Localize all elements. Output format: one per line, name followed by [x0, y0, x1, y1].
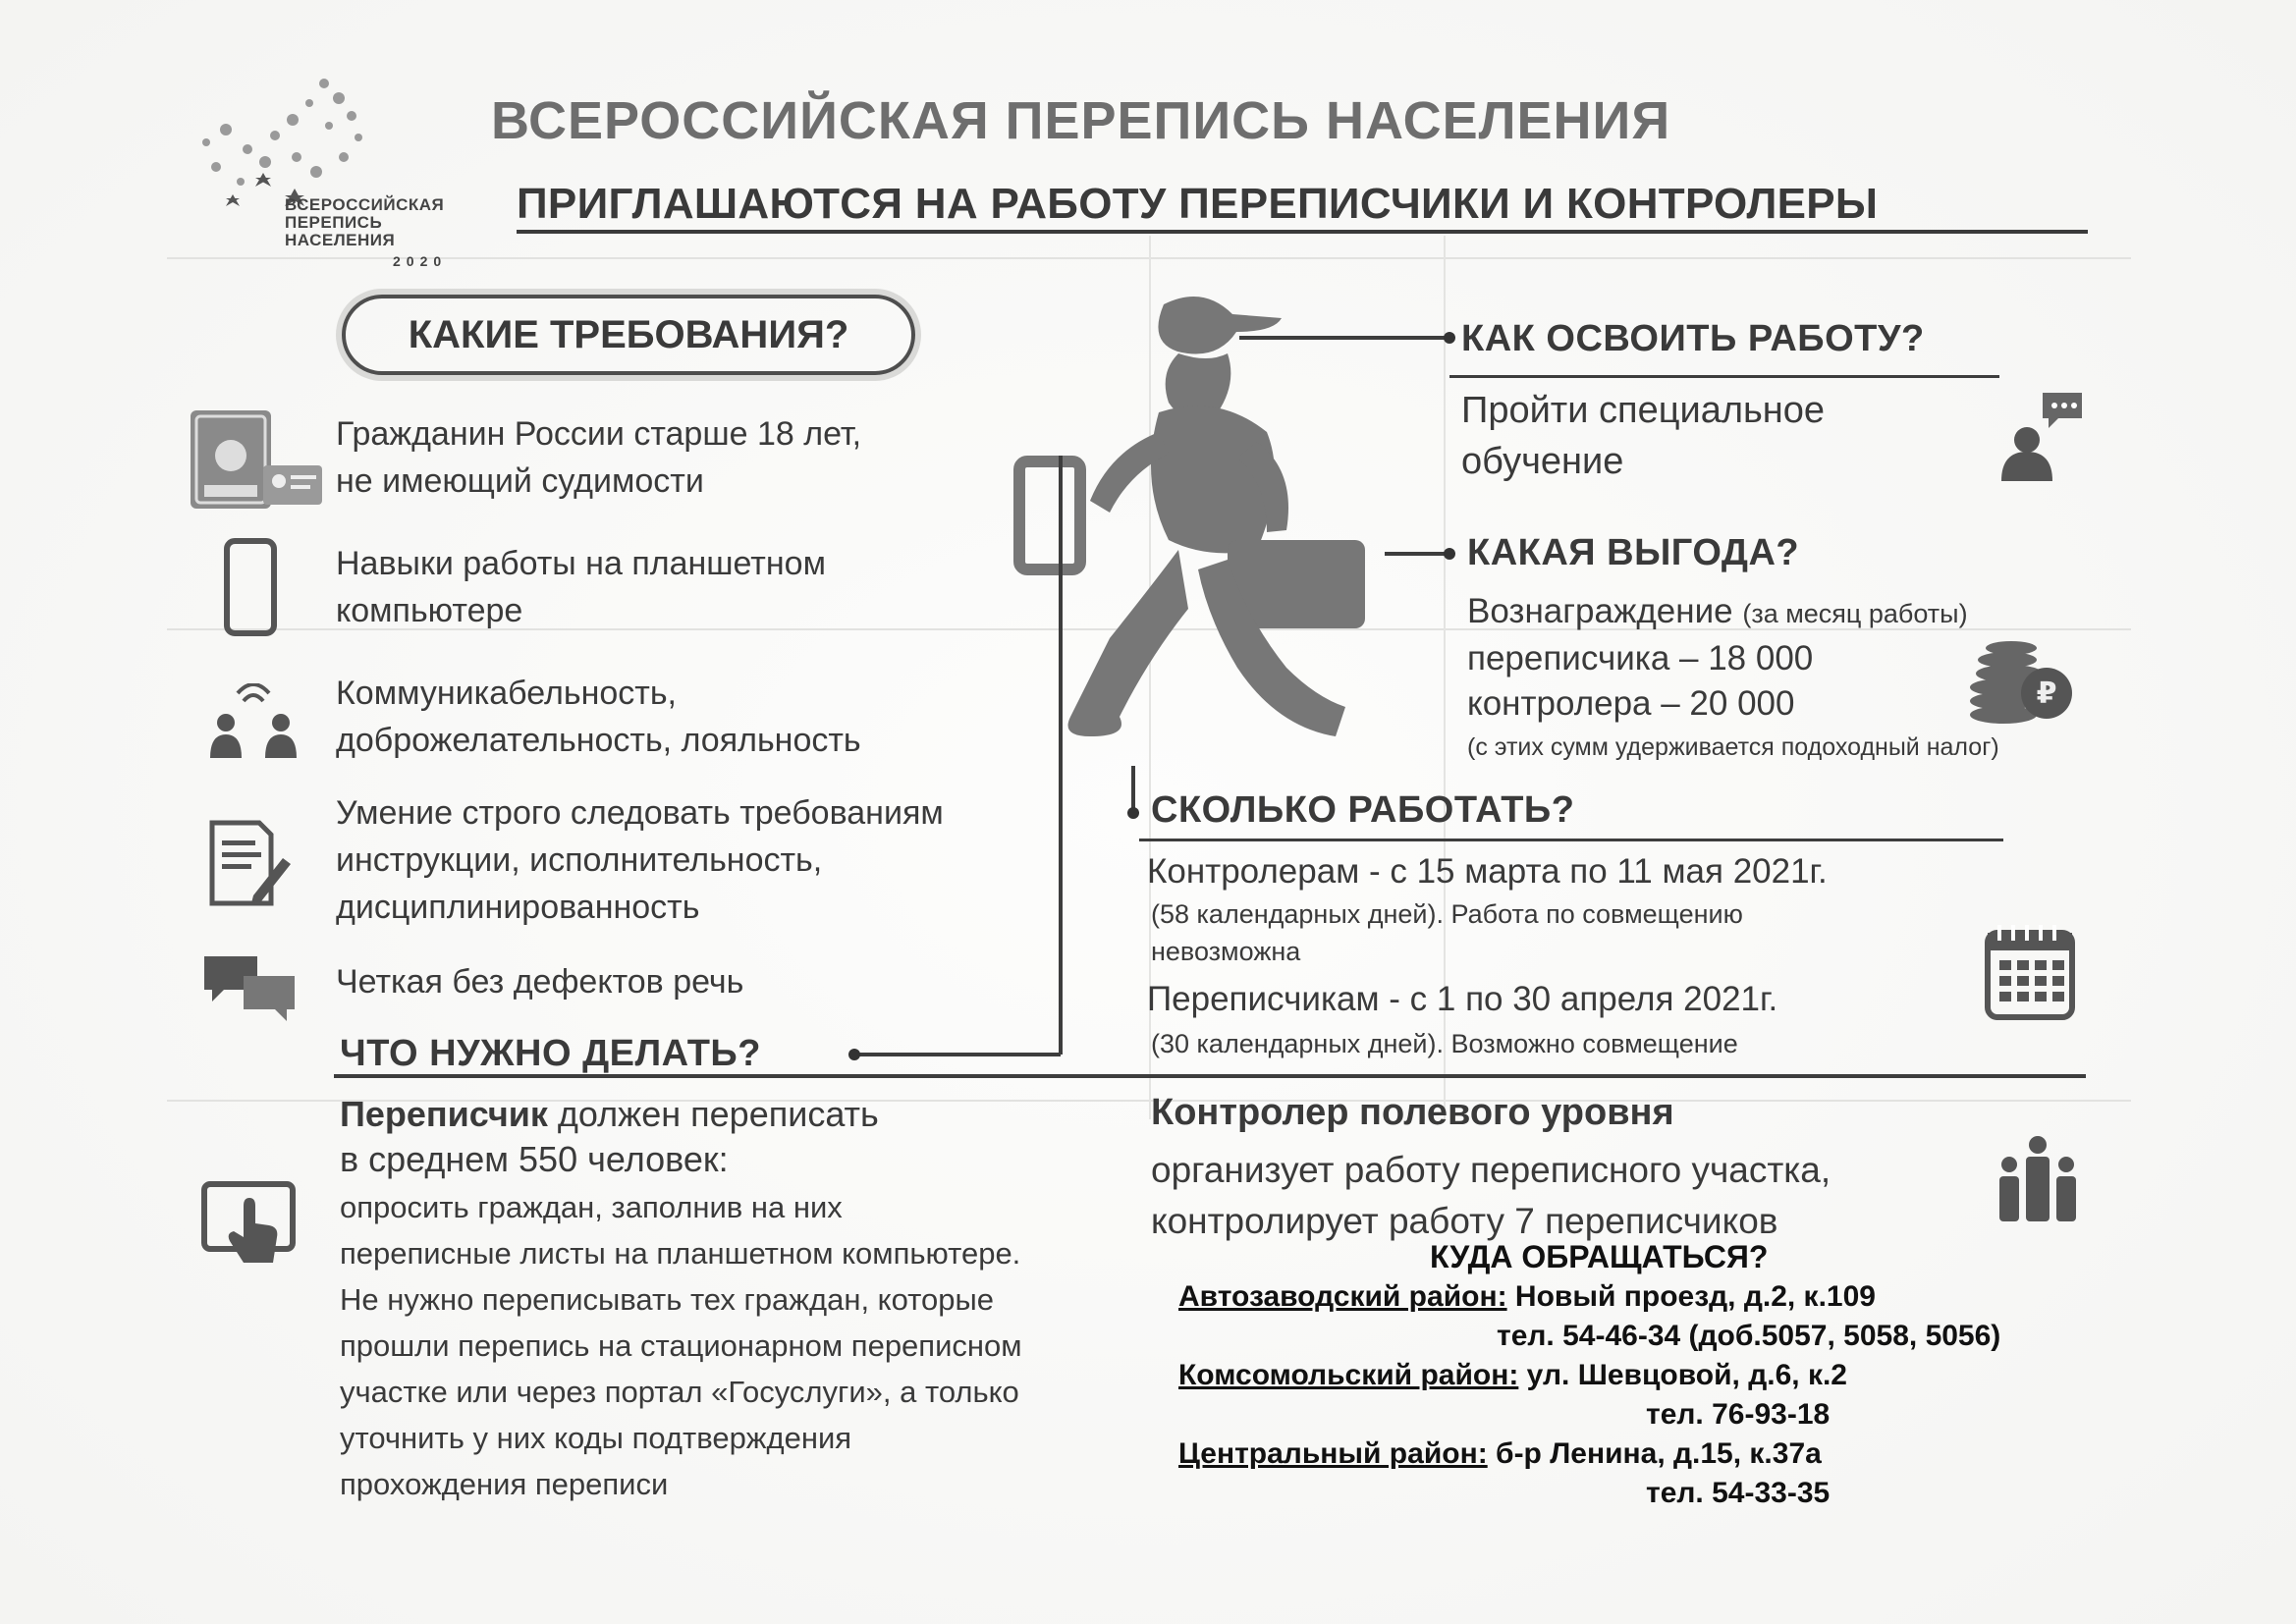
contact-address: ул. Шевцовой, д.6, к.2	[1518, 1359, 1847, 1391]
benefit-text: контролера – 20 000	[1467, 684, 1795, 723]
benefit-text: Вознаграждение	[1467, 592, 1743, 630]
duration-enumerators-note: (30 календарных дней). Возможно совмещение	[1151, 1029, 1738, 1058]
requirement-text: компьютере	[336, 592, 523, 629]
connector-line	[1385, 552, 1449, 556]
connector-dot	[848, 1049, 860, 1060]
passport-icon	[183, 406, 330, 514]
enumerator-detail: опросить граждан, заполнив на них	[340, 1190, 843, 1224]
contact-phone: тел. 76-93-18	[1646, 1398, 1831, 1431]
connector-line	[1239, 336, 1449, 340]
calendar-icon	[1984, 923, 2076, 1021]
page-title: ВСЕРОССИЙСКАЯ ПЕРЕПИСЬ НАСЕЛЕНИЯ	[491, 91, 1671, 150]
requirement-text: Коммуникабельность,	[336, 675, 677, 712]
how-to-learn-text: обучение	[1461, 441, 1624, 482]
enumerator-detail: уточнить у них коды подтверждения	[340, 1421, 852, 1455]
enumerator-detail: Не нужно переписывать тех граждан, которые	[340, 1282, 995, 1317]
requirement-text: Навыки работы на планшетном	[336, 545, 826, 582]
contacts-heading: КУДА ОБРАЩАТЬСЯ?	[1430, 1239, 1769, 1274]
what-to-do-heading: ЧТО НУЖНО ДЕЛАТЬ?	[340, 1033, 761, 1074]
connector-dot	[1444, 548, 1455, 560]
tablet-icon	[224, 538, 277, 636]
enumerator-text: должен переписать	[547, 1094, 879, 1134]
page-subtitle: ПРИГЛАШАЮТСЯ НА РАБОТУ ПЕРЕПИСЧИКИ И КОНТРОЛЕРЫ	[517, 180, 1879, 228]
controller-heading: Контролер полевого уровня	[1151, 1092, 1674, 1133]
connector-dot	[1444, 332, 1455, 344]
contact-district: Центральный район:	[1178, 1437, 1488, 1470]
benefit-text: переписчика – 18 000	[1467, 639, 1814, 677]
controller-text: организует работу переписного участка,	[1151, 1150, 1831, 1190]
how-to-learn-heading: КАК ОСВОИТЬ РАБОТУ?	[1461, 318, 1925, 359]
requirements-heading: КАКИЕ ТРЕБОВАНИЯ?	[342, 295, 915, 375]
logo-year: 2020	[393, 253, 448, 269]
requirement-text: Умение строго следовать требованиям	[336, 794, 944, 832]
enumerator-label: Переписчик	[340, 1094, 548, 1134]
logo-text-line: НАСЕЛЕНИЯ	[285, 231, 396, 249]
benefit-note: (за месяц работы)	[1742, 599, 1968, 628]
contact-district: Автозаводский район:	[1178, 1280, 1507, 1313]
svg-text:₽: ₽	[2036, 677, 2057, 711]
requirement-text: дисциплинированность	[336, 889, 700, 926]
duration-heading: СКОЛЬКО РАБОТАТЬ?	[1151, 789, 1575, 831]
tablet-touch-icon	[200, 1176, 299, 1274]
how-to-learn-text: Пройти специальное	[1461, 390, 1826, 431]
benefit-tax-note: (с этих сумм удерживается подоходный налог)	[1467, 733, 1999, 761]
coins-ruble-icon	[1964, 638, 2074, 727]
contact-address-line	[1178, 1437, 1822, 1471]
census-logo	[187, 59, 471, 285]
section-divider	[334, 1074, 2086, 1078]
team-icon	[1997, 1135, 2078, 1223]
enumerator-figure-illustration	[992, 295, 1404, 766]
connector-dot	[1127, 807, 1139, 819]
heading-underline	[1139, 839, 2003, 841]
logo-text-line: ВСЕРОССИЙСКАЯ	[285, 195, 445, 214]
duration-enumerators: Переписчикам - с 1 по 30 апреля 2021г.	[1147, 980, 1778, 1018]
person-speech-icon	[1999, 389, 2088, 483]
requirement-text: Четкая без дефектов речь	[336, 963, 744, 1001]
contact-phone: тел. 54-46-34 (доб.5057, 5058, 5056)	[1497, 1320, 2001, 1352]
contact-address-line	[1178, 1359, 1847, 1392]
connector-line	[856, 1053, 1061, 1056]
duration-controllers-note: (58 календарных дней). Работа по совмещению	[1151, 899, 1743, 929]
contact-address: б-р Ленина, д.15, к.37а	[1487, 1437, 1822, 1470]
duration-controllers: Контролерам - с 15 марта по 11 мая 2021г.	[1147, 852, 1828, 891]
contact-address: Новый проезд, д.2, к.109	[1506, 1280, 1876, 1313]
speech-bubbles-icon	[200, 952, 299, 1025]
controller-text: контролирует работу 7 переписчиков	[1151, 1201, 1778, 1241]
enumerator-text: в среднем 550 человек:	[340, 1139, 729, 1179]
communication-icon	[204, 683, 302, 762]
contact-district: Комсомольский район:	[1178, 1359, 1519, 1391]
enumerator-detail: переписные листы на планшетном компьютере.	[340, 1236, 1021, 1271]
enumerator-detail: прохождения переписи	[340, 1467, 669, 1501]
heading-underline	[1449, 375, 1999, 378]
requirement-text: доброжелательность, лояльность	[336, 722, 861, 759]
requirement-text: Гражданин России старше 18 лет,	[336, 415, 862, 453]
document-pen-icon	[206, 819, 295, 907]
requirement-text: не имеющий судимости	[336, 462, 704, 500]
subtitle-underline	[517, 230, 2088, 234]
logo-text-line: ПЕРЕПИСЬ	[285, 213, 383, 232]
contact-phone: тел. 54-33-35	[1646, 1477, 1831, 1509]
duration-controllers-note: невозможна	[1151, 937, 1301, 966]
requirement-text: инструкции, исполнительность,	[336, 841, 823, 879]
enumerator-detail: участке или через портал «Госуслуги», а только	[340, 1375, 1019, 1409]
benefit-heading: КАКАЯ ВЫГОДА?	[1467, 532, 1800, 573]
connector-line	[1059, 456, 1063, 1055]
contact-address-line	[1178, 1280, 1876, 1314]
enumerator-detail: прошли перепись на стационарном переписном	[340, 1328, 1022, 1363]
